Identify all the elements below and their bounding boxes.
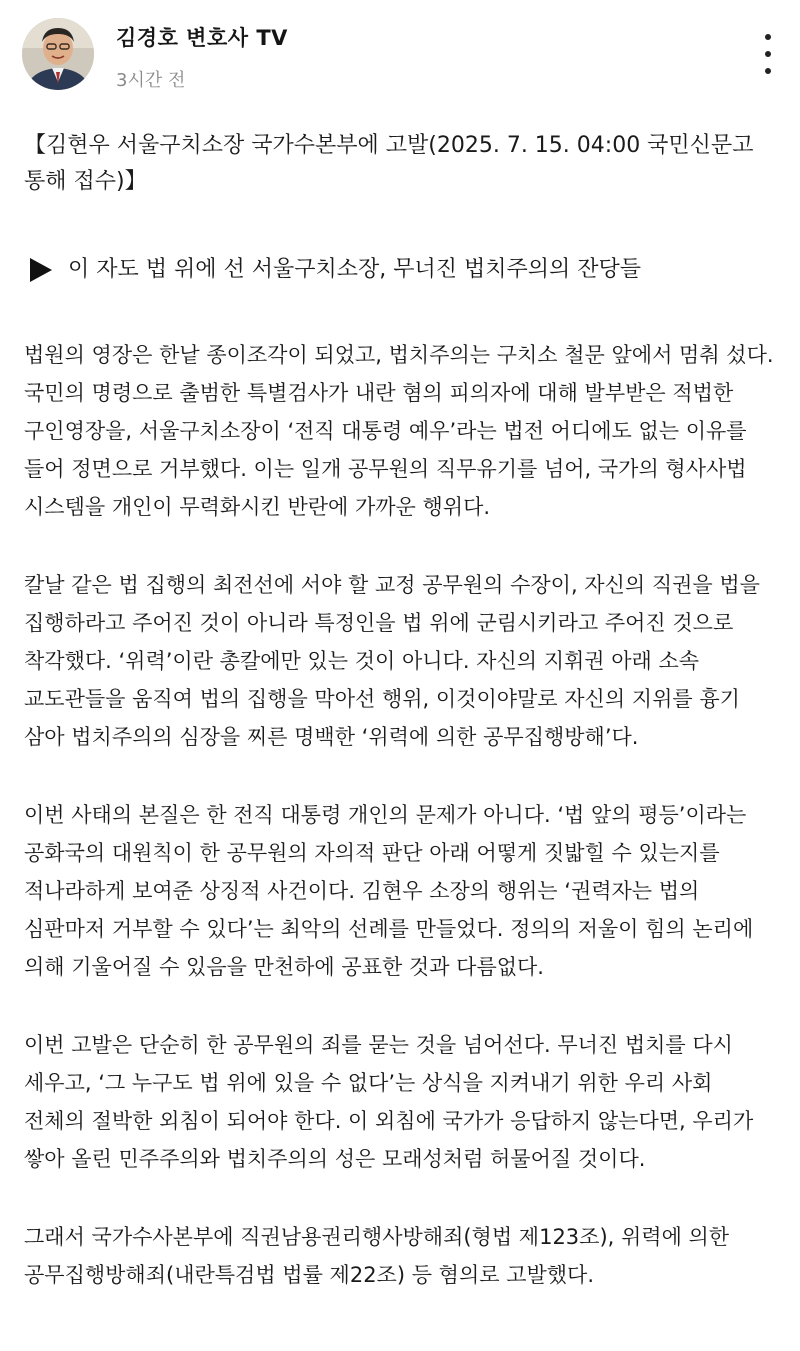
post-paragraph-3: 이번 사태의 본질은 한 전직 대통령 개인의 문제가 아니다. ‘법 앞의 평등’이라는 공화국의 대원칙이 한 공무원의 자의적 판단 아래 어떻게 짓밟힐 수 있는지를 적나라하게 보여준 상징적 사건이다. 김현우 소장의 행위는 ‘권력자는 법의 심판마저 거부할 수 있다’는 최악의 선례를 만들었다. 정의의 저울이 힘의 논리에 의해 기울어질 수 있음을 만천하에 공표한 것과 다름없다. — [24, 803, 754, 979]
post-paragraph-4: 이번 고발은 단순히 한 공무원의 죄를 묻는 것을 넘어선다. 무너진 법치를 다시 세우고, ‘그 누구도 법 위에 있을 수 없다’는 상식을 지켜내기 위한 우리 사회 전체의 절박한 외침이 되어야 한다. 이 외침에 국가가 응답하지 않는다면, 우리가 쌓아 올린 민주주의와 법치주의의 성은 모래성처럼 허물어질 것이다. — [24, 1033, 754, 1171]
avatar[interactable] — [22, 18, 94, 90]
post-title: 【김현우 서울구치소장 국가수본부에 고발(2025. 7. 15. 04:00 국민신문고 통해 접수)】 — [24, 133, 754, 194]
post-body — [24, 128, 776, 1294]
post-timestamp: 3시간 전 — [116, 70, 186, 91]
post-paragraph-1: 법원의 영장은 한낱 종이조각이 되었고, 법치주의는 구치소 철문 앞에서 멈춰 섰다. 국민의 명령으로 출범한 특별검사가 내란 혐의 피의자에 대해 발부받은 적법한 구인영장을, 서울구치소장이 ‘전직 대통령 예우’라는 법전 어디에도 없는 이유를 들어 정면으로 거부했다. 이는 일개 공무원의 직무유기를 넘어, 국가의 형사사법 시스템을 개인이 무력화시킨 반란에 가까운 행위다. — [24, 343, 774, 519]
more-vertical-icon — [765, 34, 771, 40]
post-paragraph-2: 칼날 같은 법 집행의 최전선에 서야 할 교정 공무원의 수장이, 자신의 직권을 법을 집행하라고 주어진 것이 아니라 특정인을 법 위에 군림시키라고 주어진 것으로 착각했다. ‘위력’이란 총칼에만 있는 것이 아니다. 자신의 지휘권 아래 소속 교도관들을 움직여 법의 집행을 막아선 행위, 이것이야말로 자신의 지위를 흉기 삼아 법치주의의 심장을 찌른 명백한 ‘위력에 의한 공무집행방해’다. — [24, 573, 760, 749]
post-header — [0, 0, 800, 110]
more-options-button[interactable] — [752, 34, 784, 74]
channel-name[interactable]: 김경호 변호사 TV — [116, 26, 288, 50]
post-subtitle — [24, 252, 776, 288]
post-subtitle-text: 이 자도 법 위에 선 서울구치소장, 무너진 법치주의의 잔당들 — [68, 257, 641, 282]
play-triangle-icon — [30, 258, 52, 282]
avatar-portrait-image — [22, 18, 94, 90]
post-paragraph-5: 그래서 국가수사본부에 직권남용권리행사방해죄(형법 제123조), 위력에 의한 공무집행방해죄(내란특검법 법률 제22조) 등 혐의로 고발했다. — [24, 1225, 730, 1287]
